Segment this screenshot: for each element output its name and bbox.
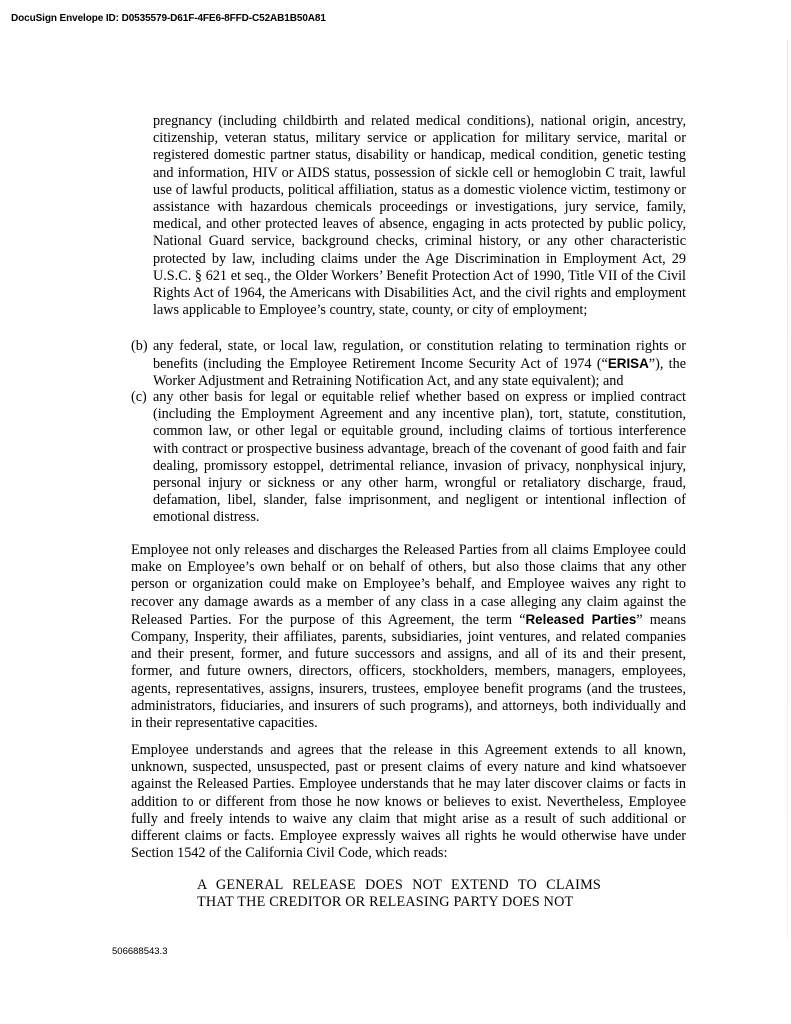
- list-marker-c: (c): [131, 389, 147, 405]
- document-number: 506688543.3: [112, 946, 168, 957]
- paragraph-released-parties: [131, 542, 686, 732]
- paragraph-1-text-1: Employee not only releases and discharges the Released Parties from all claims Employee could make on Employee’s own behalf or on behalf of others, but also those claims that any other person or organization could make on Employee’s behalf, and Employee waives any right to recover any damage awards as a member of any class in a case alleging any claim against the Released Parties. For the purpose of this Agreement, the term “: [131, 542, 686, 628]
- envelope-id: DocuSign Envelope ID: D0535579-D61F-4FE6-8FFD-C52AB1B50A81: [11, 13, 326, 24]
- term-erisa: ERISA: [607, 356, 649, 372]
- list-marker-b: (b): [131, 338, 148, 354]
- paragraph-release-extent: Employee understands and agrees that the release in this Agreement extends to all known, unknown, suspected, unsuspected, past or present claims of every nature and kind whatsoever against the Released Parties. Employee understands that he may later discover claims or facts in addition to or different from those he now knows or believes to exist. Nevertheless, Employee fully and freely intends to waive any claim that might arise as a result of such additional or different claims or facts. Employee expressly waives all rights he would otherwise have under Section 1542 of the California Civil Code, which reads:: [131, 742, 686, 862]
- list-item-b-text-1: any federal, state, or local law, regulation, or constitution relating to termination rights or benefits (including the Employee Retirement Income Security Act of 1974 (“: [153, 338, 686, 373]
- list-item-b: [131, 338, 686, 391]
- list-item-c-text: any other basis for legal or equitable relief whether based on express or implied contract (including the Employment Agreement and any incentive plan), tort, statute, constitution, common law, or other legal or equitable ground, including claims of tortious interference with contract or prospective business advantage, breach of the covenant of good faith and fair dealing, promissory estoppel, detrimental reliance, invasion of privacy, nonphysical injury, personal injury or sickness or any other harm, wrongful or retaliatory discharge, fraud, defamation, libel, slander, false imprisonment, and negligent or intentional inflection of emotional distress.: [153, 389, 686, 526]
- page-edge-line: [787, 40, 788, 940]
- paragraph-1-text-2: ” means Company, Insperity, their affiliates, parents, subsidiaries, joint ventures, and related companies and their present, former, and future successors and assigns, and all of its and their present, former, and future owners, directors, officers, stockholders, members, managers, employees, agents, representatives, assigns, insurers, trustees, employee benefit programs (and the trustees, administrators, fiduciaries, and insurers of such programs), and attorneys, both individually and in their representative capacities.: [131, 611, 686, 732]
- list-item-c: [131, 389, 686, 527]
- term-released-parties: Released Parties: [525, 611, 637, 627]
- list-item-a-continuation: pregnancy (including childbirth and related medical conditions), national origin, ancestry, citizenship, veteran status, military service or application for military service, marital or registered domestic partner status, disability or handicap, medical condition, genetic testing and information, HIV or AIDS status, possession of sickle cell or hemoglobin C trait, lawful use of lawful products, political affiliation, status as a domestic violence victim, testimony or assistance with hazardous chemicals proceedings or investigations, jury service, family, medical, and other protected leaves of absence, engaging in acts protected by public policy, National Guard service, background checks, criminal history, or any other characteristic protected by law, including claims under the Age Discrimination in Employment Act, 29 U.S.C. § 621 et seq., the Older Workers’ Benefit Protection Act of 1990, Title VII of the Civil Rights Act of 1964, the Americans with Disabilities Act, and the civil rights and employment laws applicable to Employee’s country, state, county, or city of employment;: [153, 113, 686, 319]
- list-item-b-text-2: ”), the Worker Adjustment and Retraining Notification Act, and any state equivalent); and: [153, 356, 686, 390]
- civil-code-quote: A GENERAL RELEASE DOES NOT EXTEND TO CLAIMS THAT THE CREDITOR OR RELEASING PARTY DOES NOT: [197, 877, 601, 911]
